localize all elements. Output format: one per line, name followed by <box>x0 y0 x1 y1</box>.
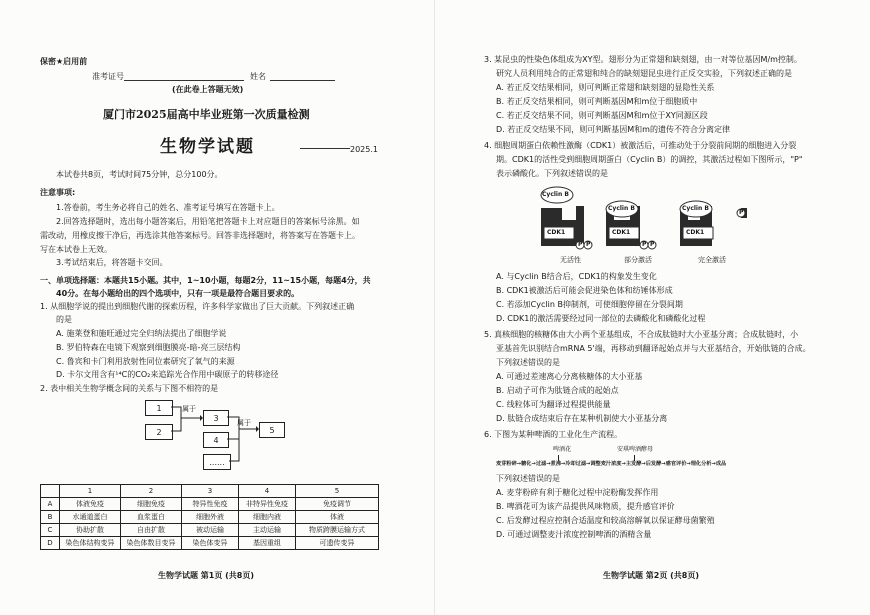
exam-title: 厦门市2025届高中毕业班第一次质量检测 <box>103 108 310 121</box>
exam-intro: 本试卷共8页，考试时间75分钟，总分100分。 <box>56 170 223 179</box>
q4-option-c: C. 若添加Cyclin B抑制剂，可使细胞停留在分裂间期 <box>496 300 683 309</box>
table-cell: B <box>41 511 60 524</box>
table-row <box>41 524 379 537</box>
q3-option-b: B. 若正反交结果相同，则可判断基因M和m位于细胞质中 <box>496 97 698 106</box>
q5-option-c: C. 线粒体可为翻译过程提供能量 <box>496 400 611 409</box>
belong-label-2: 属于 <box>237 419 251 427</box>
table-row <box>41 537 379 550</box>
concept-box-more: ...... <box>203 454 231 470</box>
table-cell: 物质跨膜运输方式 <box>296 524 379 537</box>
note-2: 2.回答选择题时，选出每小题答案后，用铅笔把答题卡上对应题目的答案标号涂黑。如 <box>56 217 360 226</box>
note-2-end: 写在本试卷上无效。 <box>40 245 112 254</box>
notes-heading: 注意事项: <box>40 188 76 197</box>
q4-stem: 4. 细胞周期蛋白依赖性激酶（CDK1）被激活后，可推动处于分裂前间期的细胞进入分裂 <box>484 141 797 150</box>
name-line <box>270 80 335 81</box>
q1-option-b: B. 罗伯特森在电镜下观察到细胞膜亮-暗-亮三层结构 <box>56 343 241 352</box>
concept-box-5: 5 <box>259 422 285 438</box>
concept-connectors <box>140 396 300 476</box>
table-cell: 血浆蛋白 <box>121 511 182 524</box>
cdk1-label-inactive: CDK1 <box>547 229 566 236</box>
concept-box-3: 3 <box>203 410 229 426</box>
table-cell: 细胞外液 <box>182 511 239 524</box>
q4-option-d: D. CDK1的激活需要经过同一部位的去磷酸化和磷酸化过程 <box>496 314 706 323</box>
table-cell: 染色体结构变异 <box>60 537 121 550</box>
exam-date: 2025.1 <box>350 145 378 154</box>
phospho-mark: P <box>642 241 647 248</box>
table-header-cell: 4 <box>239 485 296 498</box>
table-cell: 染色体变异 <box>182 537 239 550</box>
table-row <box>41 511 379 524</box>
phospho-mark: P <box>650 241 655 248</box>
cyclin-label-partial: Cyclin B <box>608 205 635 212</box>
cdk1-label-partial: CDK1 <box>612 229 631 236</box>
secret-label: 保密★启用前 <box>40 57 88 66</box>
table-cell: 被动运输 <box>182 524 239 537</box>
table-cell: C <box>41 524 60 537</box>
phospho-mark: P <box>586 241 591 248</box>
exam-no-label: 准考证号 <box>92 72 124 81</box>
table-header-cell: 3 <box>182 485 239 498</box>
q2-stem: 2. 表中相关生物学概念间的关系与下图不相符的是 <box>40 384 219 393</box>
q6-option-a: A. 麦芽粉碎有利于糖化过程中淀粉酶发挥作用 <box>496 488 659 497</box>
q5-option-a: A. 可通过差速离心分离核糖体的大小亚基 <box>496 372 643 381</box>
table-header-cell: 1 <box>60 485 121 498</box>
table-cell: 主动运输 <box>239 524 296 537</box>
table-cell: 基因重组 <box>239 537 296 550</box>
table-cell: 免疫调节 <box>296 498 379 511</box>
table-cell: 细胞免疫 <box>121 498 182 511</box>
q1-stem: 1. 从细胞学说的提出到细胞代谢的探索历程，许多科学家做出了巨大贡献。下列叙述正确 <box>40 302 355 311</box>
name-label: 姓名 <box>250 72 266 81</box>
q6-option-c: C. 后发酵过程应控制合适温度和较高溶解氧以保证酵母菌繁殖 <box>496 516 715 525</box>
page-2-footer: 生物学试题 第2页 (共8页) <box>603 571 700 580</box>
q3-stem-cont: 研究人员利用纯合的正常翅和纯合的缺刻翅昆虫进行正反交实验，下列叙述正确的是 <box>496 69 792 78</box>
q6-stem: 6. 下图为某种啤酒的工业化生产流程。 <box>484 430 623 439</box>
q4-stem-end: 表示磷酸化。下列叙述错误的是 <box>496 169 608 178</box>
table-cell: 体液免疫 <box>60 498 121 511</box>
table-cell: 细胞内液 <box>239 511 296 524</box>
q1-option-a: A. 施莱登和施旺通过完全归纳法提出了细胞学说 <box>56 329 227 338</box>
concept-box-4: 4 <box>203 432 229 448</box>
note-3: 3.考试结束后，将答题卡交回。 <box>56 258 168 267</box>
state-full: 完全激活 <box>698 256 726 264</box>
q5-option-b: B. 启动子可作为肽链合成的起始点 <box>496 386 619 395</box>
invalid-note: (在此卷上答题无效) <box>172 85 244 94</box>
note-1: 1.答卷前，考生务必将自己的姓名、准考证号填写在答题卡上。 <box>56 203 280 212</box>
page-1-footer: 生物学试题 第1页 (共8页) <box>158 571 255 580</box>
q6-subquestion: 下列叙述错误的是 <box>496 474 560 483</box>
table-cell: 自由扩散 <box>121 524 182 537</box>
table-cell: D <box>41 537 60 550</box>
phospho-mark: P <box>739 209 744 216</box>
table-cell: 可遗传变异 <box>296 537 379 550</box>
q3-option-c: C. 若正反交结果不同，则可判断基因M和m位于XY同源区段 <box>496 111 708 120</box>
q4-option-b: B. CDK1被激活后可能会促进染色体和纺锤体形成 <box>496 286 673 295</box>
concept-box-2: 2 <box>145 424 173 440</box>
q5-stem: 5. 真核细胞的核糖体由大小两个亚基组成，不合成肽链时大小亚基分离；合成肽链时，小 <box>484 330 799 339</box>
exam-no-line <box>124 80 244 81</box>
table-header-row <box>41 485 379 498</box>
q5-stem-end: 下列叙述错误的是 <box>496 358 560 367</box>
note-2-cont: 需改动，用橡皮擦干净后，再选涂其他答案标号。回答非选择题时，将答案写在答题卡上。 <box>40 231 360 240</box>
section-1-heading: 一、单项选择题：本题共15小题。其中，1~10小题，每题2分，11~15小题，每题4分，共 <box>40 276 371 285</box>
flow-hops-label: 啤酒花 <box>553 446 572 453</box>
state-partial: 部分激活 <box>624 256 652 264</box>
flow-yeast-label: 安琪啤酒酵母 <box>617 446 654 453</box>
state-inactive: 无活性 <box>560 256 581 264</box>
table-header-cell: 2 <box>121 485 182 498</box>
phospho-mark: P <box>578 241 583 248</box>
page-fold <box>434 0 435 615</box>
q6-option-d: D. 可通过调整麦汁浓度控制啤酒的酒精含量 <box>496 530 652 539</box>
section-1-heading-cont: 40分。在每小题给出的四个选项中，只有一项是最符合题目要求的。 <box>56 289 300 298</box>
flow-line: 麦芽粉碎→糖化→过滤→煮沸→冷却过滤→调整麦汁浓度→主发酵→后发酵→感官评价→理化分析→成品 <box>496 461 727 467</box>
concept-box-1: 1 <box>145 400 173 416</box>
q4-stem-cont: 期。CDK1的活性受到细胞周期蛋白（Cyclin B）的调控，其激活过程如下图所示，"P" <box>496 155 803 164</box>
table-cell: 水通道蛋白 <box>60 511 121 524</box>
q1-option-c: C. 鲁宾和卡门利用放射性同位素研究了氧气的来源 <box>56 357 235 366</box>
table-header-cell: 5 <box>296 485 379 498</box>
cyclin-label-full: Cyclin B <box>682 205 709 212</box>
q5-stem-cont: 亚基首先识别结合mRNA 5'端，再移动到翻译起始点并与大亚基结合，开始肽链的合成。 <box>496 344 811 353</box>
q6-option-b: B. 啤酒花可为该产品提供风味物质，提升感官评价 <box>496 502 675 511</box>
table-row <box>41 498 379 511</box>
date-rule <box>300 148 350 149</box>
table-cell: 染色体数目变异 <box>121 537 182 550</box>
q3-option-a: A. 若正反交结果相同，则可判断正常翅和缺刻翅的显隐性关系 <box>496 83 715 92</box>
subject-title: 生物学试题 <box>160 137 255 157</box>
q3-option-d: D. 若正反交结果不同，则可判断基因M和m的遗传不符合分离定律 <box>496 125 730 134</box>
q4-option-a: A. 与Cyclin B结合后，CDK1的构象发生变化 <box>496 272 657 281</box>
cyclin-label-inactive: Cyclin B <box>542 191 569 198</box>
table-cell: 特异性免疫 <box>182 498 239 511</box>
table-cell: 非特异性免疫 <box>239 498 296 511</box>
q2-table <box>40 484 379 550</box>
table-header-cell <box>41 485 60 498</box>
table-cell: 协助扩散 <box>60 524 121 537</box>
belong-label-1: 属于 <box>182 405 196 413</box>
q1-stem-cont: 的是 <box>56 315 72 324</box>
q1-option-d: D. 卡尔文用含有¹⁴C的CO₂来追踪光合作用中碳原子的转移途径 <box>56 370 279 379</box>
cdk1-label-full: CDK1 <box>686 229 705 236</box>
q5-option-d: D. 肽链合成结束后存在某种机制使大小亚基分离 <box>496 414 668 423</box>
q3-stem: 3. 某昆虫的性染色体组成为XY型。翅形分为正常翅和缺刻翅，由一对等位基因M/m控制。 <box>484 55 802 64</box>
table-cell: A <box>41 498 60 511</box>
table-cell: 体液 <box>296 511 379 524</box>
